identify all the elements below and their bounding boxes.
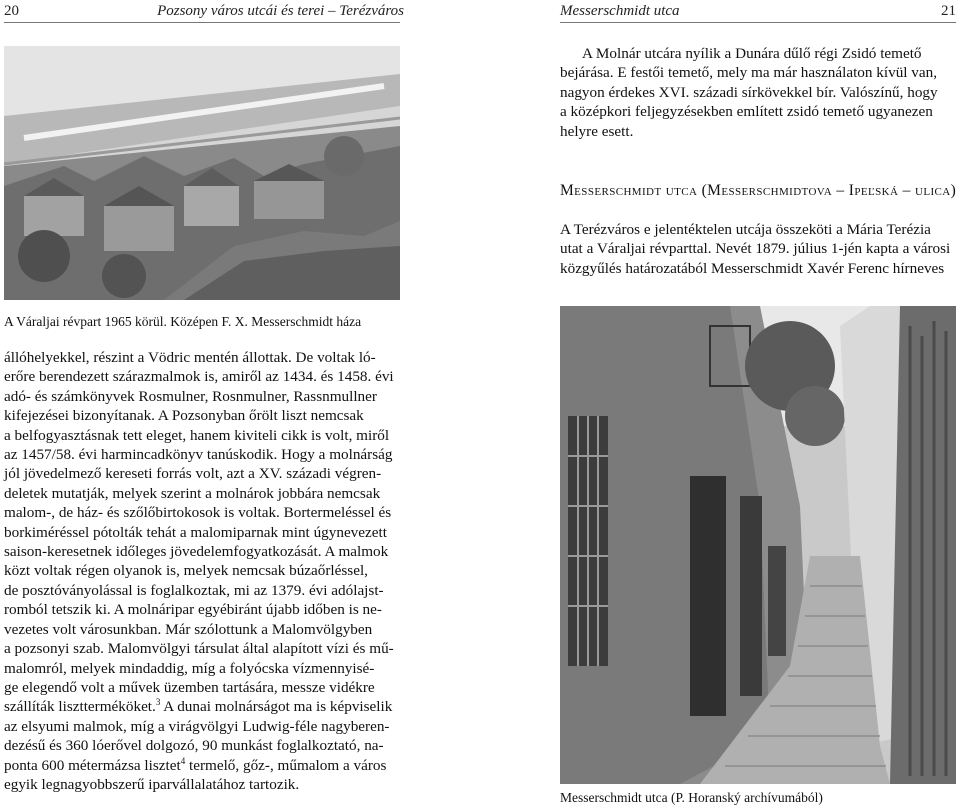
body-line: a pozsonyi szab. Malomvölgyi társulat által alapított vízi és mű- [4, 640, 394, 658]
body-line: saison-keresetnek időleges jövedelemfogyatkozását. A malmok [4, 543, 389, 561]
photo-messerschmidt-utca [560, 306, 956, 784]
body-line: az 1457/58. évi harmincadkönyv tanúskodik. Hogy a molnárság [4, 446, 393, 464]
right-section-text [560, 220, 956, 278]
photo-varaljai-revpart [4, 46, 400, 300]
body-line: jól jövedelmező kereseti forrás volt, azt a XV. századi végren- [4, 465, 382, 483]
body-line [4, 756, 400, 775]
body-line: kifejezései bizonyítanak. A Pozsonyban őrölt liszt nemcsak [4, 407, 364, 425]
body-line: borkiméréssel pótolták tehát a malomiparnak mint úgynevezett [4, 523, 387, 541]
body-line: A Terézváros e jelentéktelen utcája összeköti a Mária Terézia [560, 221, 931, 238]
body-line: A Molnár utcára nyílik a Dunára dűlő régi Zsidó temető [582, 45, 922, 62]
photo-river-drawing [4, 46, 400, 300]
body-line: a belfogyasztásnak tett eleget, hanem kiviteli cikk is volt, miről [4, 426, 390, 444]
body-line: utat a Váraljai révparttal. Nevét 1879. július 1-jén kapta a városi [560, 240, 951, 258]
left-running-head [4, 0, 404, 24]
photo-street-drawing [560, 306, 956, 784]
body-line: de posztóványolással is foglalkoztak, mi az 1379. évi adólajst- [4, 581, 384, 599]
body-line: helyre esett. [560, 122, 634, 140]
body-line: ge elegendő volt a művek üzemben tartására, messze vidékre [4, 678, 375, 696]
footnote-ref-4[interactable]: 4 [180, 755, 186, 766]
body-line: vezetes volt városunkban. Már szólottunk a Malomvölgyben [4, 620, 373, 638]
body-line: deletek mutatják, melyek szerint a molnárok jobbára nemcsak [4, 484, 381, 502]
right-page-number: 21 [941, 3, 956, 19]
body-line-text: A dunai molnárságot ma is képviselik [160, 698, 393, 716]
body-line: erőre berendezett szárazmalmok is, amiről az 1434. és 1458. évi [4, 368, 394, 386]
body-line-text: szállíták lisztterméköket. [4, 698, 156, 716]
left-header-rule [4, 22, 400, 23]
body-line: a középkori feljegyzésekben említett zsidó temető ugyanezen [560, 103, 933, 121]
body-line: adó- és számkönyvek Rosmulner, Rosnmulner, Rassnmullner [4, 387, 377, 405]
body-line-text: ponta 600 métermázsa lisztet [4, 756, 181, 774]
right-running-title: Messerschmidt utca [560, 3, 680, 19]
section-heading: Messerschmidt utca (Messerschmidtova – Ipeľská – ulica) [560, 182, 957, 199]
body-line: malomról, melyek mindaddig, míg a folyócska vízmennyisé- [4, 659, 375, 677]
right-header-rule [560, 22, 956, 23]
body-line: közgyűlés határozatából Messerschmidt Xavér Ferenc hírneves [560, 259, 945, 277]
body-line: bejárása. E festői temető, mely ma már használaton kívül van, [560, 64, 938, 82]
right-photo-caption: Messerschmidt utca (P. Horanský archívumából) [560, 790, 823, 805]
body-line: az elsyumi malmok, míg a virágvölgyi Ludwig-féle nagyberen- [4, 717, 390, 735]
body-line [4, 697, 400, 716]
body-line: dezésű és 360 lóerővel dolgozó, 90 munkást foglalkoztató, na- [4, 737, 384, 755]
left-photo-caption: A Váraljai révpart 1965 körül. Középen F. X. Messerschmidt háza [4, 314, 362, 329]
left-running-title: Pozsony város utcái és terei – Terézváros [157, 3, 404, 19]
right-running-head [560, 0, 960, 24]
body-line: közt voltak régen olyanok is, melyek nemcsak búzaőrléssel, [4, 562, 368, 580]
body-line: romból tetszik ki. A molnáripar egyébiránt újabb időben is ne- [4, 601, 382, 619]
right-intro-text [560, 44, 956, 141]
body-line: nagyon érdekes XVI. századi sírkövekkel bír. Valószínű, hogy [560, 83, 938, 101]
body-line: egyik legnagyobbszerű iparvállalatához tartozik. [4, 775, 300, 793]
left-body-text [4, 348, 400, 794]
footnote-ref-3[interactable]: 3 [155, 697, 161, 708]
body-line-text: termelő, gőz-, műmalom a város [185, 756, 387, 774]
left-page-number: 20 [4, 3, 19, 19]
body-line: malom-, de ház- és szőlőbirtokosok is voltak. Bortermeléssel és [4, 504, 392, 522]
body-line: állóhelyekkel, részint a Vödric mentén állottak. De voltak ló- [4, 349, 376, 366]
